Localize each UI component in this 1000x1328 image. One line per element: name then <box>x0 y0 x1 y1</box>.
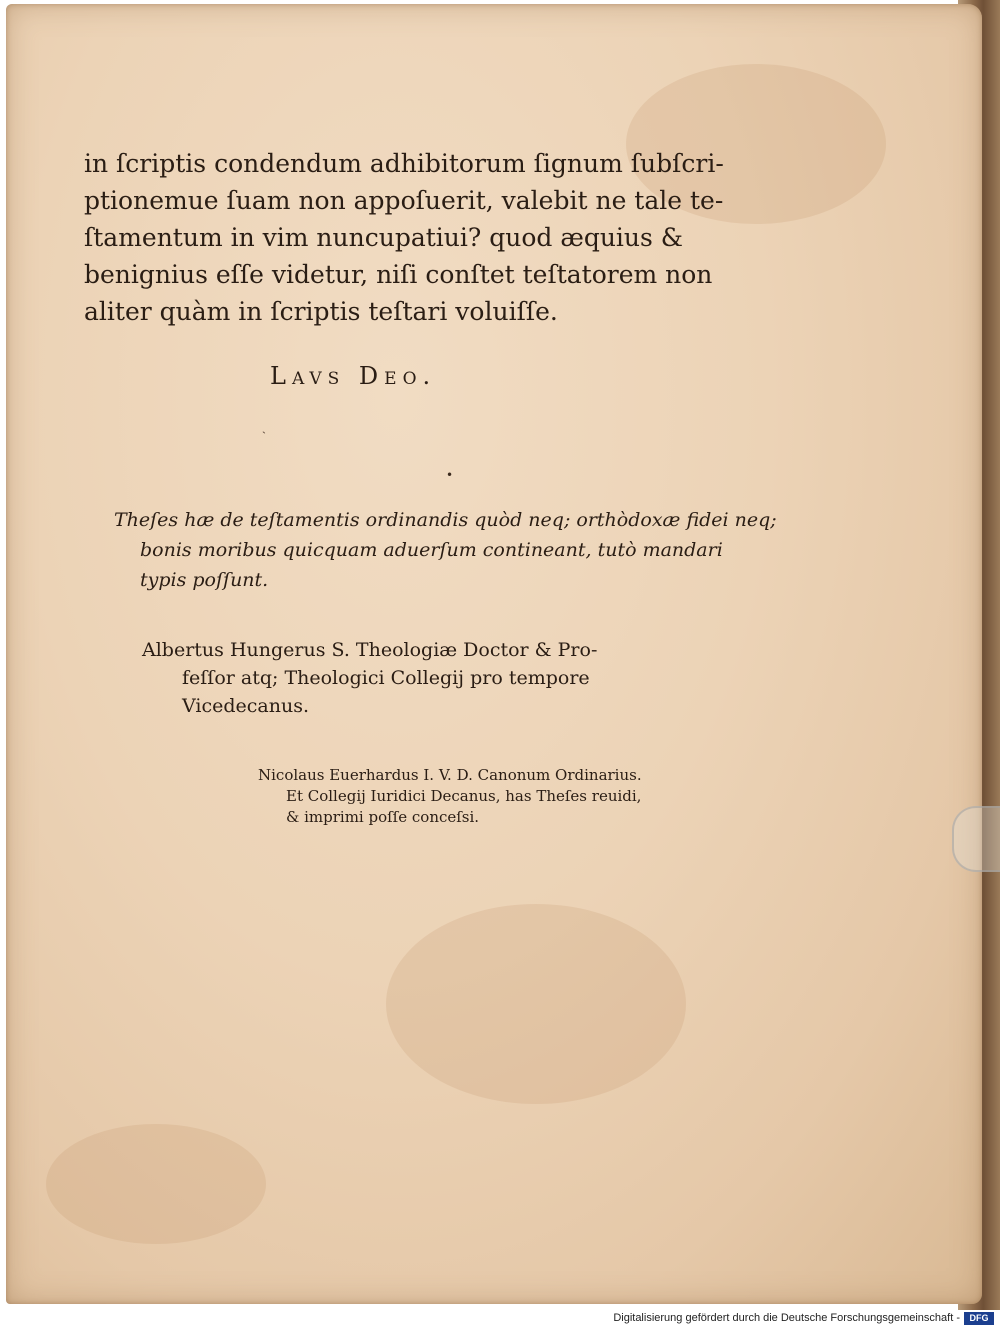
albertus-signature-block <box>142 636 622 720</box>
text-line: aliter quàm in ſcriptis teſtari voluiſſe. <box>84 297 558 326</box>
digitization-footer <box>0 1310 1000 1328</box>
page-clip <box>952 806 1000 872</box>
text-line: typis poſſunt. <box>140 569 269 591</box>
text-line: ptionemue ſuam non appoſuerit, valebit ne tale te- <box>84 186 724 215</box>
funding-credit: Digitalisierung gefördert durch die Deutsche Forschungsgemeinschaft - <box>613 1312 960 1324</box>
text-line: Vicedecanus. <box>182 695 309 717</box>
text-line: bonis moribus quicquam aduerſum contineant, tutò mandari <box>140 539 723 561</box>
text-line: Theſes hæ de teſtamentis ordinandis quòd neq; orthòdoxæ fidei neq; <box>114 509 777 531</box>
closing-phrase: Lavs Deo. <box>270 362 437 390</box>
nicolaus-signature-block <box>258 765 642 828</box>
text-line: Nicolaus Euerhardus I. V. D. Canonum Ordinarius. <box>258 766 642 784</box>
text-line: feſſor atq; Theologici Collegij pro tempore <box>182 667 590 689</box>
dfg-logo: DFG <box>964 1312 994 1325</box>
ink-mark: • <box>446 468 454 482</box>
text-line: Et Collegij Iuridici Decanus, has Theſes reuidi, <box>286 787 642 805</box>
ink-mark: ˏ <box>262 420 266 434</box>
text-line: ſtamentum in vim nuncupatiui? quod æquius & <box>84 223 684 252</box>
text-line: benignius eſſe videtur, niſi conſtet teſtatorem non <box>84 260 713 289</box>
paper-stain <box>386 904 686 1104</box>
text-line: in ſcriptis condendum adhibitorum ſignum ſubſcri- <box>84 149 724 178</box>
paper-stain <box>46 1124 266 1244</box>
theses-approval <box>114 505 777 595</box>
text-line: Albertus Hungerus S. Theologiæ Doctor & Pro- <box>142 639 598 661</box>
main-paragraph <box>84 145 724 330</box>
text-line: & imprimi poſſe conceſsi. <box>286 808 480 826</box>
